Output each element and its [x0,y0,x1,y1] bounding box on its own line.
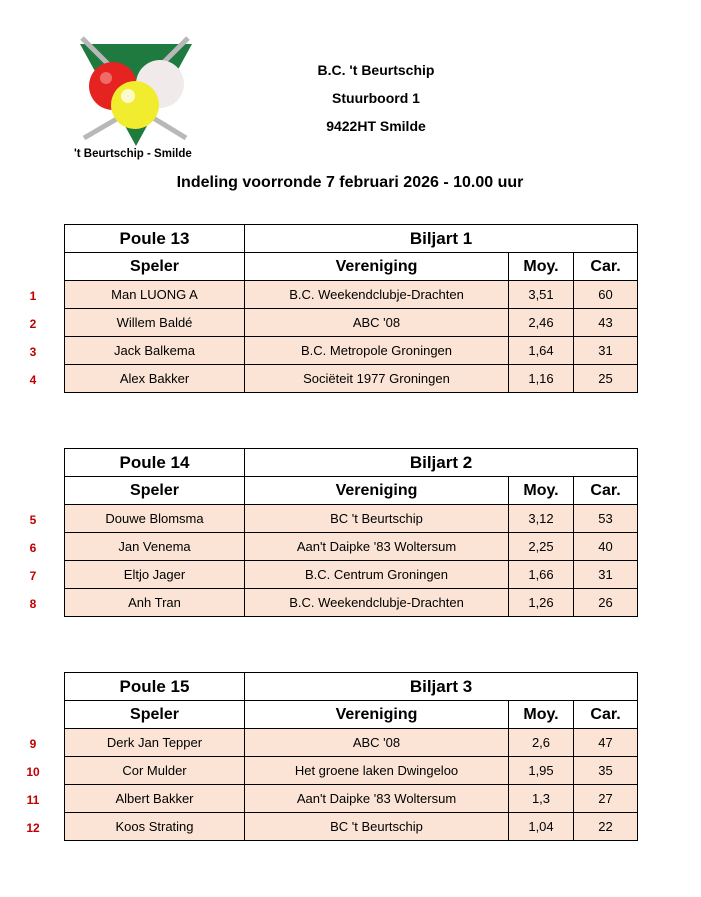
logo-caption: 't Beurtschip - Smilde [74,148,192,160]
player-name: Koos Strating [65,813,245,841]
player-club: BC 't Beurtschip [245,813,509,841]
club-city: 9422HT Smilde [326,118,426,134]
row-number: 11 [26,793,40,807]
poule-name: Poule 14 [65,449,245,477]
player-club: Sociëteit 1977 Groningen [245,365,509,393]
row-number: 1 [29,289,37,303]
table-row [65,337,638,365]
col-club: Vereniging [245,477,509,505]
row-number: 8 [29,597,37,611]
player-name: Willem Baldé [65,309,245,337]
poule-name: Poule 13 [65,225,245,253]
table-row [65,281,638,309]
table-row [65,365,638,393]
player-car: 22 [574,813,638,841]
table-row [65,561,638,589]
player-car: 40 [574,533,638,561]
club-street: Stuurboord 1 [332,90,420,106]
table-row [65,533,638,561]
player-club: Aan't Daipke '83 Woltersum [245,533,509,561]
player-club: ABC '08 [245,309,509,337]
col-avg: Moy. [509,477,574,505]
row-number: 5 [29,513,37,527]
player-avg: 1,3 [509,785,574,813]
player-name: Eltjo Jager [65,561,245,589]
table-name: Biljart 2 [245,449,638,477]
player-name: Anh Tran [65,589,245,617]
poule-name: Poule 15 [65,673,245,701]
player-name: Alex Bakker [65,365,245,393]
player-avg: 1,26 [509,589,574,617]
player-avg: 1,95 [509,757,574,785]
table-row [65,589,638,617]
club-name: B.C. 't Beurtschip [317,62,435,78]
col-car: Car. [574,701,638,729]
player-avg: 2,25 [509,533,574,561]
player-club: BC 't Beurtschip [245,505,509,533]
row-number: 7 [29,569,37,583]
row-number: 2 [29,317,37,331]
col-player: Speler [65,701,245,729]
col-player: Speler [65,253,245,281]
player-avg: 2,6 [509,729,574,757]
poule-table [64,672,637,841]
player-avg: 2,46 [509,309,574,337]
col-avg: Moy. [509,701,574,729]
col-car: Car. [574,253,638,281]
table-row [65,729,638,757]
col-club: Vereniging [245,253,509,281]
player-name: Douwe Blomsma [65,505,245,533]
table-row [65,505,638,533]
player-name: Cor Mulder [65,757,245,785]
player-car: 60 [574,281,638,309]
player-avg: 3,12 [509,505,574,533]
player-club: Aan't Daipke '83 Woltersum [245,785,509,813]
row-number: 12 [26,821,40,835]
player-avg: 1,66 [509,561,574,589]
club-logo [72,34,202,164]
col-car: Car. [574,477,638,505]
player-avg: 1,16 [509,365,574,393]
row-number: 9 [29,737,37,751]
player-name: Man LUONG A [65,281,245,309]
player-car: 47 [574,729,638,757]
player-avg: 3,51 [509,281,574,309]
poule-table [64,224,637,393]
col-avg: Moy. [509,253,574,281]
player-car: 25 [574,365,638,393]
player-car: 26 [574,589,638,617]
poule-table [64,448,637,617]
player-car: 53 [574,505,638,533]
player-name: Derk Jan Tepper [65,729,245,757]
table-row [65,785,638,813]
player-avg: 1,64 [509,337,574,365]
player-car: 31 [574,337,638,365]
player-car: 27 [574,785,638,813]
page-title: Indeling voorronde 7 februari 2026 - 10.00 uur [176,174,524,191]
table-name: Biljart 1 [245,225,638,253]
player-club: B.C. Weekendclubje-Drachten [245,589,509,617]
row-number: 4 [29,373,37,387]
player-car: 31 [574,561,638,589]
player-name: Albert Bakker [65,785,245,813]
col-club: Vereniging [245,701,509,729]
table-row [65,757,638,785]
player-name: Jan Venema [65,533,245,561]
player-club: B.C. Centrum Groningen [245,561,509,589]
table-row [65,309,638,337]
table-row [65,813,638,841]
player-club: B.C. Weekendclubje-Drachten [245,281,509,309]
player-club: ABC '08 [245,729,509,757]
player-avg: 1,04 [509,813,574,841]
player-car: 43 [574,309,638,337]
row-number: 3 [29,345,37,359]
player-club: Het groene laken Dwingeloo [245,757,509,785]
player-name: Jack Balkema [65,337,245,365]
billiard-balls-icon [72,34,202,164]
row-number: 6 [29,541,37,555]
row-number: 10 [26,765,40,779]
col-player: Speler [65,477,245,505]
table-name: Biljart 3 [245,673,638,701]
player-car: 35 [574,757,638,785]
player-club: B.C. Metropole Groningen [245,337,509,365]
